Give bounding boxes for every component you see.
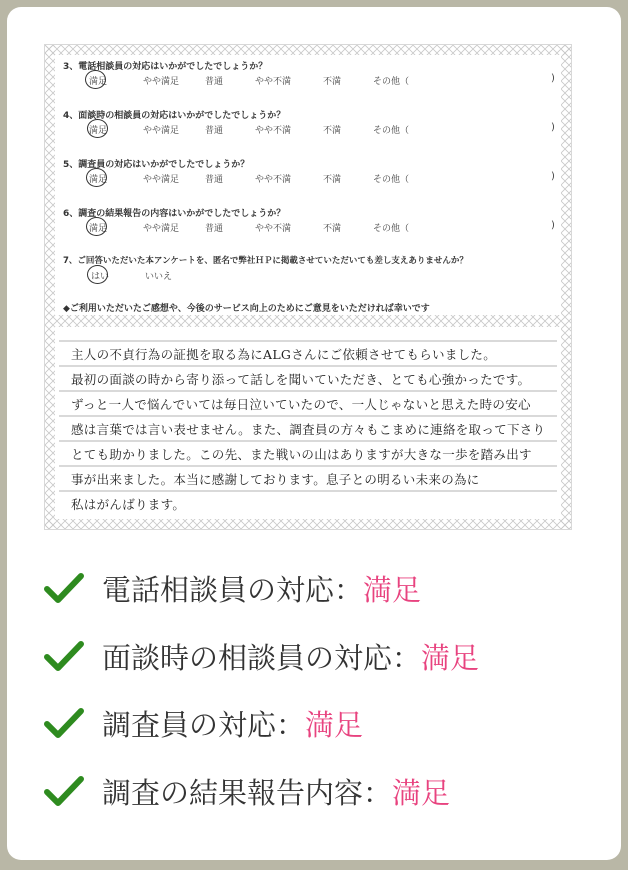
- comment-prompt: ◆ご利用いただいたご感想や、今後のサービス向上のためにご意見をいただければ幸いです: [63, 304, 430, 314]
- option-normal[interactable]: 普通: [205, 175, 224, 185]
- handwritten-line: 最初の面談の時から寄り添って話しを聞いていただき、とても心強かったです。: [71, 372, 531, 387]
- summary-label: 電話相談員の対応：: [102, 572, 364, 607]
- option-dissatisfied[interactable]: 不満: [323, 77, 342, 87]
- option-satisfied[interactable]: 満足: [89, 126, 108, 136]
- selection-circle: [85, 70, 106, 89]
- survey-scan: [44, 44, 572, 530]
- summary-item: [44, 703, 363, 743]
- option-somewhat-dissatisfied[interactable]: やや不満: [255, 175, 292, 185]
- option-other[interactable]: その他（: [373, 224, 410, 234]
- option-satisfied[interactable]: 満足: [89, 175, 108, 185]
- question-5-label: 5、調査員の対応はいかがでしたでしょうか？: [63, 160, 250, 170]
- summary-label: 調査員の対応：: [102, 707, 306, 742]
- selection-circle: [87, 265, 108, 284]
- option-dissatisfied[interactable]: 不満: [323, 224, 342, 234]
- option-other[interactable]: その他（: [373, 77, 410, 87]
- option-satisfied[interactable]: 満足: [89, 224, 108, 234]
- option-other[interactable]: その他（: [373, 175, 410, 185]
- selection-circle: [86, 217, 107, 236]
- option-satisfied[interactable]: 満足: [89, 77, 108, 87]
- summary-label: 面談時の相談員の対応：: [102, 640, 422, 675]
- option-dissatisfied[interactable]: 不満: [323, 126, 342, 136]
- summary-item: [44, 568, 421, 608]
- handwritten-line: 感は言葉では言い表せません。また、調査員の方々もこまめに連絡を取って下さり: [71, 422, 546, 437]
- question-4-label: 4、面談時の相談員の対応はいかがでしたでしょうか？: [63, 111, 286, 121]
- handwritten-line: ずっと一人で悩んでいては毎日泣いていたので、一人じゃないと思えた時の安心: [71, 397, 531, 412]
- option-normal[interactable]: 普通: [205, 224, 224, 234]
- question-6-label: 6、調査の結果報告の内容はいかがでしたでしょうか？: [63, 209, 286, 219]
- option-somewhat-satisfied[interactable]: やや満足: [143, 126, 180, 136]
- check-icon: [44, 571, 84, 605]
- option-normal[interactable]: 普通: [205, 77, 224, 87]
- close-paren-icon: ): [551, 122, 555, 133]
- summary-value: 満足: [421, 640, 480, 675]
- option-somewhat-satisfied[interactable]: やや満足: [143, 224, 180, 234]
- handwritten-line: 事が出来ました。本当に感謝しております。息子との明るい未来の為に: [71, 472, 480, 487]
- check-icon: [44, 639, 84, 673]
- handwritten-line: 私はがんばります。: [71, 497, 186, 512]
- summary-label: 調査の結果報告内容：: [102, 775, 393, 810]
- handwritten-line: とても助かりました。この先、また戦いの山はありますが大きな一歩を踏み出す: [71, 447, 532, 462]
- selection-circle: [86, 168, 107, 187]
- option-normal[interactable]: 普通: [205, 126, 224, 136]
- option-dissatisfied[interactable]: 不満: [323, 175, 342, 185]
- summary-value: 満足: [392, 775, 451, 810]
- option-no[interactable]: いいえ: [145, 272, 173, 282]
- check-icon: [44, 706, 84, 740]
- close-paren-icon: ): [551, 171, 555, 182]
- close-paren-icon: ): [551, 220, 555, 231]
- option-other[interactable]: その他（: [373, 126, 410, 136]
- handwritten-line: 主人の不貞行為の証拠を取る為にALGさんにご依頼させてもらいました。: [71, 347, 497, 362]
- option-somewhat-satisfied[interactable]: やや満足: [143, 77, 180, 87]
- summary-value: 満足: [305, 707, 364, 742]
- check-icon: [44, 774, 84, 808]
- summary-item: [44, 771, 450, 811]
- option-yes[interactable]: はい: [91, 272, 110, 282]
- option-somewhat-satisfied[interactable]: やや満足: [143, 175, 180, 185]
- question-7-label: 7、ご回答いただいた本アンケートを、匿名で弊社ＨＰに掲載させていただいても差し支えありませんか？: [63, 256, 468, 266]
- selection-circle: [87, 119, 108, 138]
- summary-value: 満足: [363, 572, 422, 607]
- option-somewhat-dissatisfied[interactable]: やや不満: [255, 77, 292, 87]
- summary-item: [44, 636, 479, 676]
- option-somewhat-dissatisfied[interactable]: やや不満: [255, 126, 292, 136]
- close-paren-icon: ): [551, 73, 555, 84]
- question-3-label: 3、電話相談員の対応はいかがでしたでしょうか？: [63, 62, 268, 72]
- option-somewhat-dissatisfied[interactable]: やや不満: [255, 224, 292, 234]
